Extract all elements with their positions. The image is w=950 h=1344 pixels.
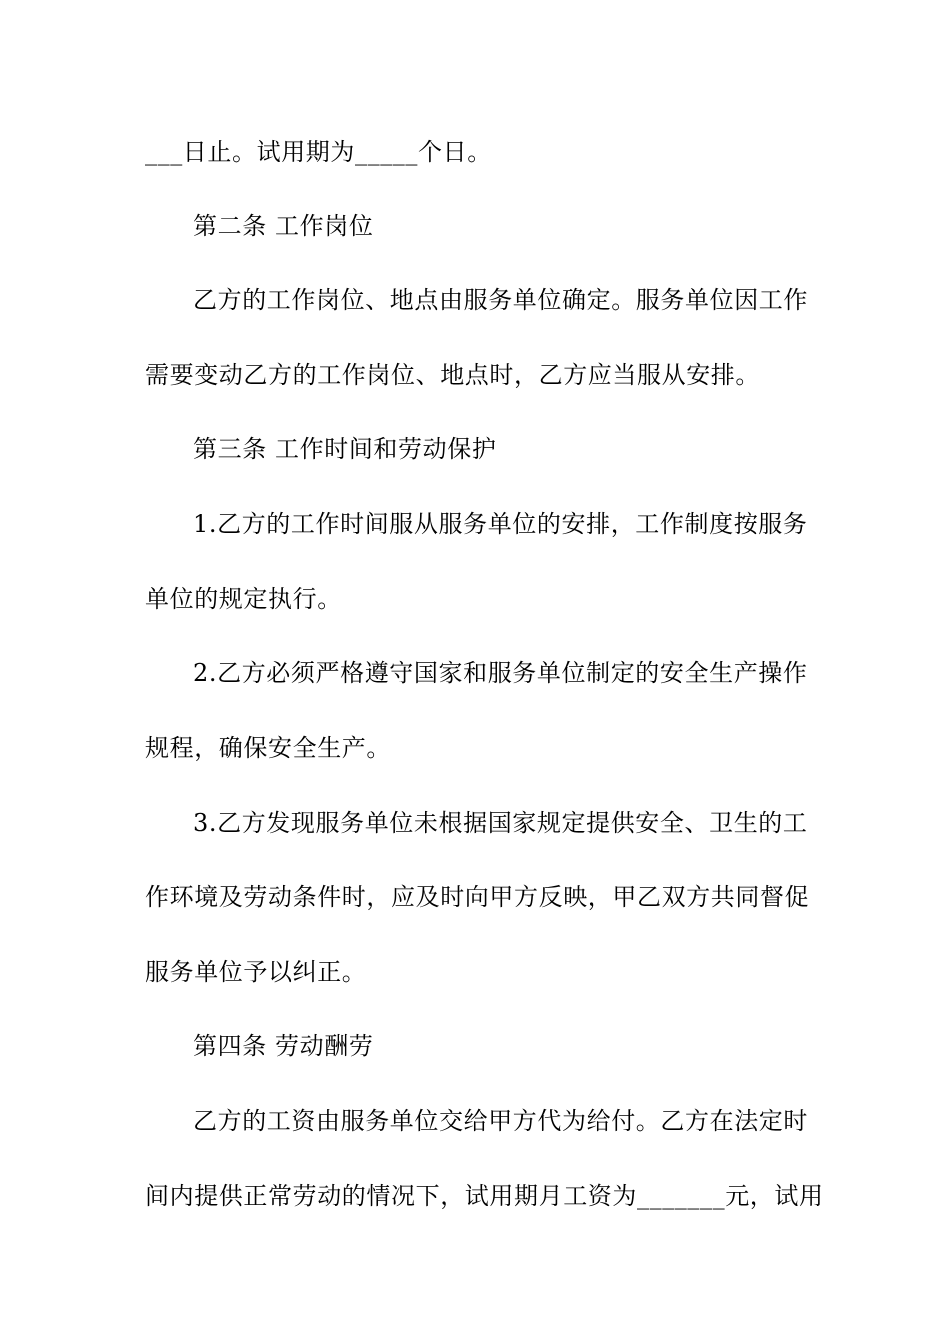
paragraph-line: 乙方的工资由服务单位交给甲方代为给付。乙方在法定时	[193, 1107, 808, 1135]
heading-article-3: 第三条 工作时间和劳动保护	[193, 435, 497, 463]
heading-article-4: 第四条 劳动酬劳	[193, 1032, 374, 1060]
paragraph-line: 服务单位予以纠正。	[145, 958, 367, 986]
paragraph-line: 作环境及劳动条件时，应及时向甲方反映，甲乙双方共同督促	[145, 883, 810, 911]
paragraph-line: 间内提供正常劳动的情况下，试用期月工资为_______元，试用	[145, 1182, 824, 1210]
paragraph-line: 需要变动乙方的工作岗位、地点时，乙方应当服从安排。	[145, 361, 760, 389]
text-line-trial-period-end: ___日止。试用期为_____个日。	[145, 138, 492, 166]
heading-article-2: 第二条 工作岗位	[193, 212, 374, 240]
paragraph-line: 2.乙方必须严格遵守国家和服务单位制定的安全生产操作	[193, 659, 808, 687]
paragraph-line: 单位的规定执行。	[145, 585, 342, 613]
paragraph-line: 3.乙方发现服务单位未根据国家规定提供安全、卫生的工	[193, 809, 808, 837]
paragraph-line: 1.乙方的工作时间服从服务单位的安排，工作制度按服务	[193, 510, 808, 538]
paragraph-line: 乙方的工作岗位、地点由服务单位确定。服务单位因工作	[193, 286, 808, 314]
paragraph-line: 规程，确保安全生产。	[145, 734, 391, 762]
